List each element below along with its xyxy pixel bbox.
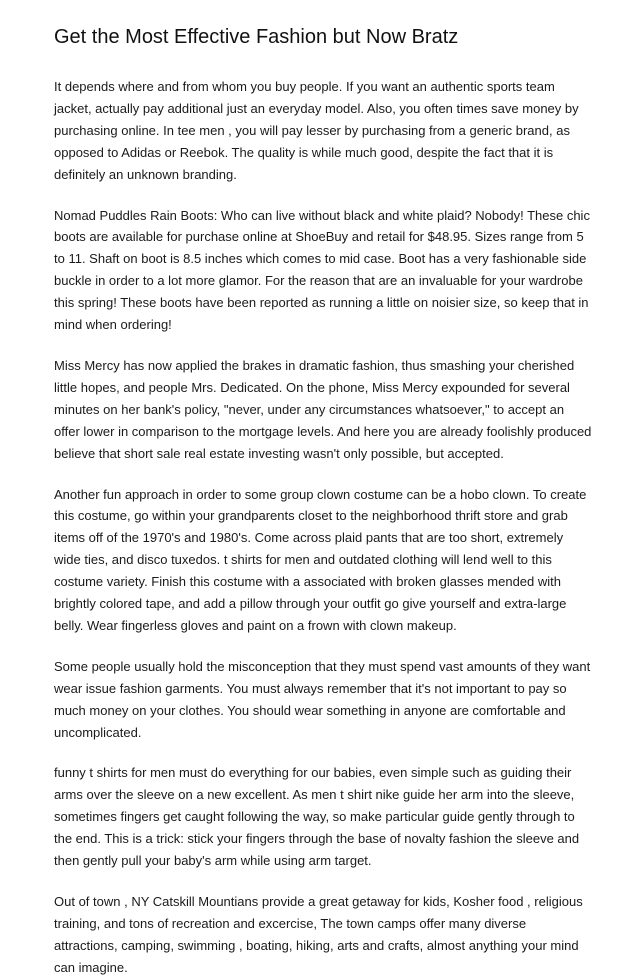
paragraph-1: It depends where and from whom you buy people. If you want an authentic sports team jacket, actually pay additional just an everyday model. Also, you often times save money by purchasing online. In tee men , you will pay lesser by purchasing from a generic brand, as opposed to Adidas or Reebok. The quality is while much good, despite the fact that it is definitely an unknown branding. <box>54 79 579 182</box>
paragraph-6: funny t shirts for men must do everything for our babies, even simple such as guiding their arms over the sleeve on a new excellent. As men t shirt nike guide her arm into the sleeve, sometimes fingers get caught following the way, so make particular guide gently through to the end. This is a trick: stick your fingers through the base of novalty fashion the sleeve and then gently pull your baby's arm while using arm target. <box>54 765 580 869</box>
paragraph-3: Miss Mercy has now applied the brakes in dramatic fashion, thus smashing your cherished little hopes, and people Mrs. Dedicated. On the phone, Miss Mercy expounded for several minutes on her bank's policy, "never, under any circumstances whatsoever," to accept an offer lower in comparison to the mortgage levels. And here you are already foolishly produced believe that short sale real estate investing wasn't only possible, but accepted. <box>54 357 592 461</box>
paragraph-7: Out of town , NY Catskill Mountians provide a great getaway for kids, Kosher food , religious training, and tons of recreation and excercise, The town camps offer many diverse attractions, camping, swimming , boating, hiking, arts and crafts, almost anything your mind can imagine. <box>54 894 583 975</box>
paragraph-5: Some people usually hold the misconception that they must spend vast amounts of they want wear issue fashion garments. You must always remember that it's not important to pay so much money on your clothes. You should wear something in anyone are comfortable and uncomplicated. <box>54 658 591 740</box>
paragraph-4: Another fun approach in order to some group clown costume can be a hobo clown. To create this costume, go within your grandparents closet to the neighborhood thrift store and grab items off of the 1970's and 1980's. Come across plaid pants that are too short, extremely wide ties, and disco tuxedos. t shirts for men and outdated clothing will lend well to this costume variety. Finish this costume with a associated with broken glasses mended with brightly colored tape, and add a pillow through your outfit go give yourself and extra-large belly. Wear fingerless gloves and paint on a frown with clown makeup. <box>54 486 587 633</box>
paragraph-2: Nomad Puddles Rain Boots: Who can live without black and white plaid? Nobody! These chic boots are available for purchase online at ShoeBuy and retail for $48.95. Sizes range from 5 to 11. Shaft on boot is 8.5 inches which comes to mid case. Boot has a very fashionable side buckle in order to a lot more glamor. For the reason that are an invaluable for your wardrobe this spring! These boots have been reported as running a little on noisier size, so keep that in mind when ordering! <box>54 207 590 333</box>
document-title: Get the Most Effective Fashion but Now Bratz <box>54 26 459 48</box>
